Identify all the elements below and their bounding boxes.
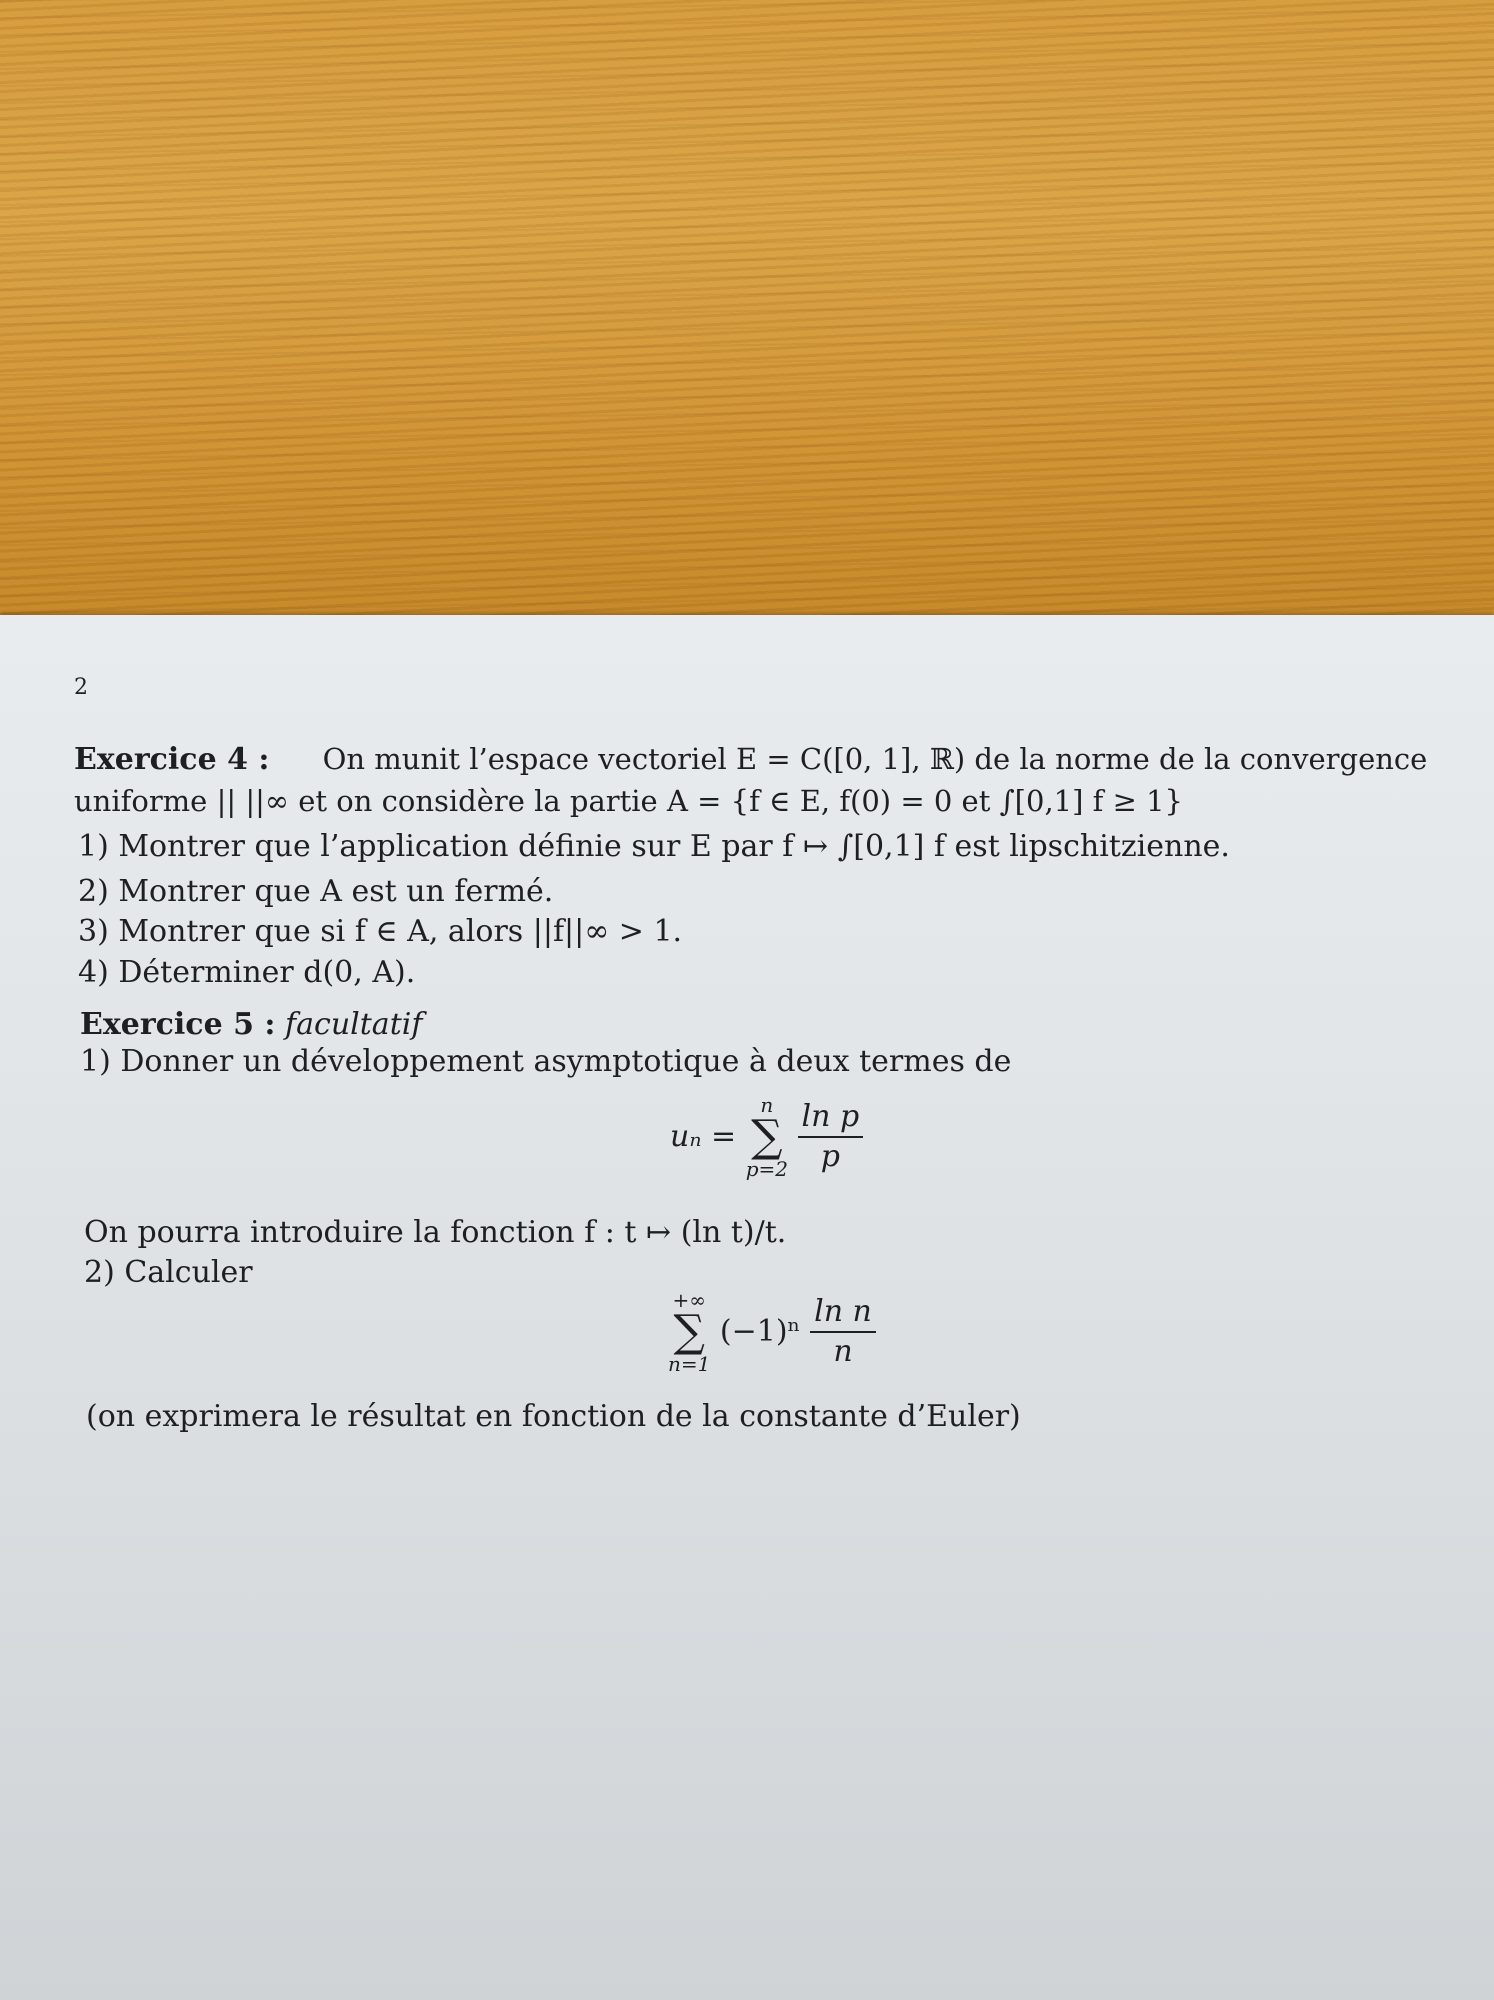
ex4-intro-line1: On munit l’espace vectoriel E = C([0, 1], ℝ) de la norme de la convergence (322, 742, 1428, 776)
page-number: 2 (74, 675, 88, 700)
formula-un-numerator: ln p (798, 1102, 864, 1138)
ex5-item-1: 1) Donner un développement asymptotique à deux termes de (80, 1044, 1012, 1079)
formula-series (668, 1290, 876, 1374)
formula-series-numerator: ln n (810, 1297, 876, 1333)
ex5-item-2: 2) Calculer (84, 1255, 253, 1290)
formula-un (670, 1095, 863, 1179)
ex4-title: Exercice 4 : (74, 742, 270, 777)
ex4-line1 (74, 742, 1428, 777)
ex5-note-1: On pourra introduire la fonction f : t ↦ (ln t)/t. (84, 1215, 787, 1250)
formula-series-sum (668, 1290, 710, 1374)
formula-un-sum-lower: p=2 (745, 1157, 788, 1181)
ex5-subtitle: facultatif (285, 1007, 423, 1042)
formula-un-fraction (798, 1099, 864, 1174)
formula-un-sum-upper: n (760, 1093, 774, 1117)
wooden-table-background (0, 0, 1494, 615)
ex4-item-3: 3) Montrer que si f ∈ A, alors ||f||∞ > 1. (78, 914, 683, 949)
sigma-icon: ∑ (751, 1111, 783, 1162)
formula-un-denominator: p (820, 1139, 840, 1174)
ex5-heading (80, 1007, 423, 1042)
formula-series-sum-lower: n=1 (668, 1352, 711, 1376)
formula-series-sum-upper: +∞ (672, 1288, 706, 1312)
ex4-intro-line2: uniforme || ||∞ et on considère la partie A = {f ∈ E, f(0) = 0 et ∫[0,1] f ≥ 1} (74, 784, 1184, 818)
ex5-note-2: (on exprimera le résultat en fonction de la constante d’Euler) (86, 1399, 1021, 1434)
formula-series-fraction (810, 1294, 876, 1369)
ex5-title: Exercice 5 : (80, 1007, 276, 1042)
ex4-item-4: 4) Déterminer d(0, A). (78, 955, 416, 990)
ex4-item-2: 2) Montrer que A est un fermé. (78, 874, 554, 909)
sigma-icon: ∑ (673, 1306, 705, 1357)
formula-un-lhs: uₙ = (670, 1119, 737, 1154)
formula-series-denominator: n (833, 1334, 853, 1369)
formula-series-factor: (−1)ⁿ (719, 1314, 801, 1349)
ex4-item-1: 1) Montrer que l’application définie sur E par f ↦ ∫[0,1] f est lipschitzienne. (78, 829, 1230, 864)
formula-un-sum (746, 1095, 788, 1179)
